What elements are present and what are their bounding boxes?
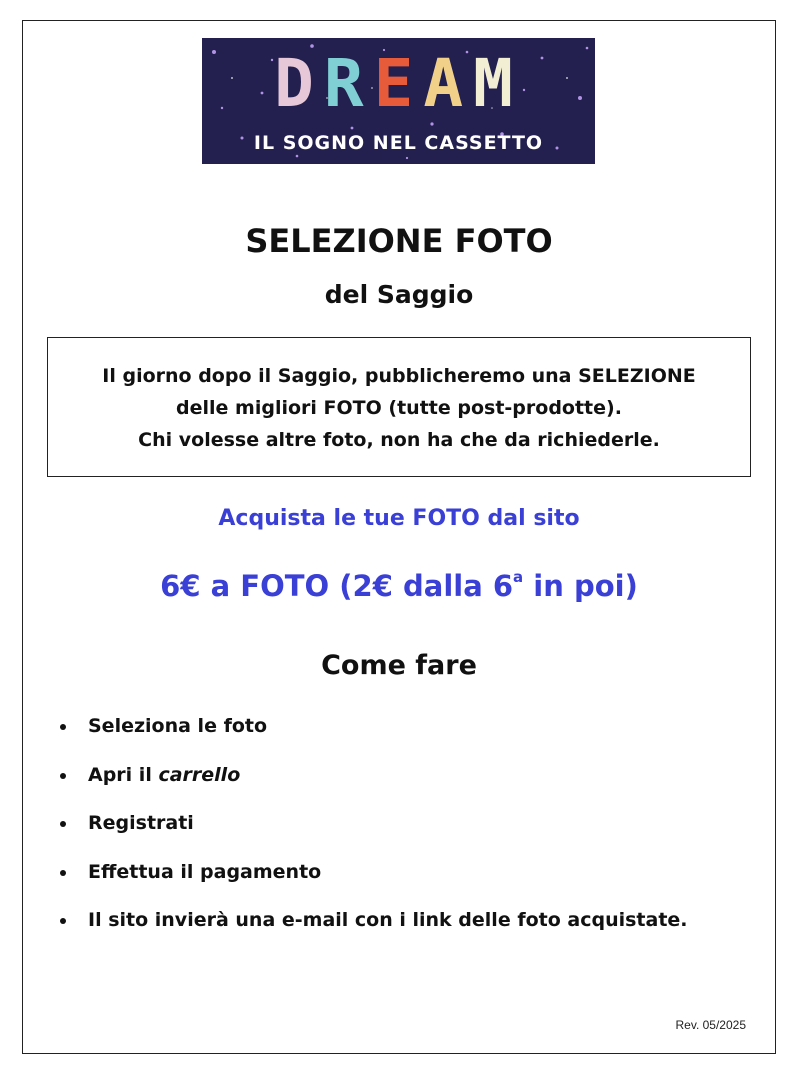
list-item — [58, 906, 688, 955]
purchase-headline: Acquista le tue FOTO dal sito — [218, 506, 580, 531]
notice-line: Il giorno dopo il Saggio, pubblicheremo una SELEZIONE — [102, 365, 696, 387]
how-to-title: Come fare — [321, 650, 477, 681]
step-text: Il sito invierà una e-mail con i link delle foto acquistate. — [88, 909, 688, 931]
page-subtitle: del Saggio — [324, 280, 474, 309]
dream-letter: R — [323, 45, 374, 122]
step-text: Effettua il pagamento — [88, 860, 322, 883]
dream-banner — [202, 38, 595, 164]
list-item — [58, 761, 688, 810]
bullet-icon — [60, 918, 66, 924]
step-text: Apri il — [88, 763, 159, 786]
notice-line: delle migliori FOTO (tutte post-prodotte). — [176, 397, 622, 419]
notice-box — [47, 337, 751, 477]
price-superscript: a — [513, 568, 524, 586]
revision-label: Rev. 05/2025 — [675, 1018, 746, 1032]
page-title: SELEZIONE FOTO — [245, 222, 553, 260]
bullet-icon — [60, 870, 66, 876]
dream-letter: M — [473, 45, 523, 122]
bullet-icon — [60, 821, 66, 827]
step-italic: carrello — [158, 763, 241, 786]
price-text: 6€ a FOTO (2€ dalla 6 — [160, 569, 514, 603]
list-item — [58, 712, 688, 761]
list-item — [58, 858, 688, 907]
step-text: Registrati — [88, 812, 194, 834]
banner-tagline: IL SOGNO NEL CASSETTO — [253, 132, 544, 154]
price-text-end: in poi) — [523, 569, 638, 603]
price-line — [22, 568, 776, 603]
list-item — [58, 809, 688, 858]
dream-letter: A — [423, 45, 474, 122]
dream-lettering — [202, 44, 595, 124]
step-text: Seleziona le foto — [88, 715, 268, 737]
dream-letter: E — [373, 45, 424, 122]
bullet-icon — [60, 724, 66, 730]
notice-line: Chi volesse altre foto, non ha che da richiederle. — [138, 429, 660, 451]
bullet-icon — [60, 773, 66, 779]
dream-letter: D — [274, 45, 324, 122]
steps-list — [58, 712, 688, 955]
